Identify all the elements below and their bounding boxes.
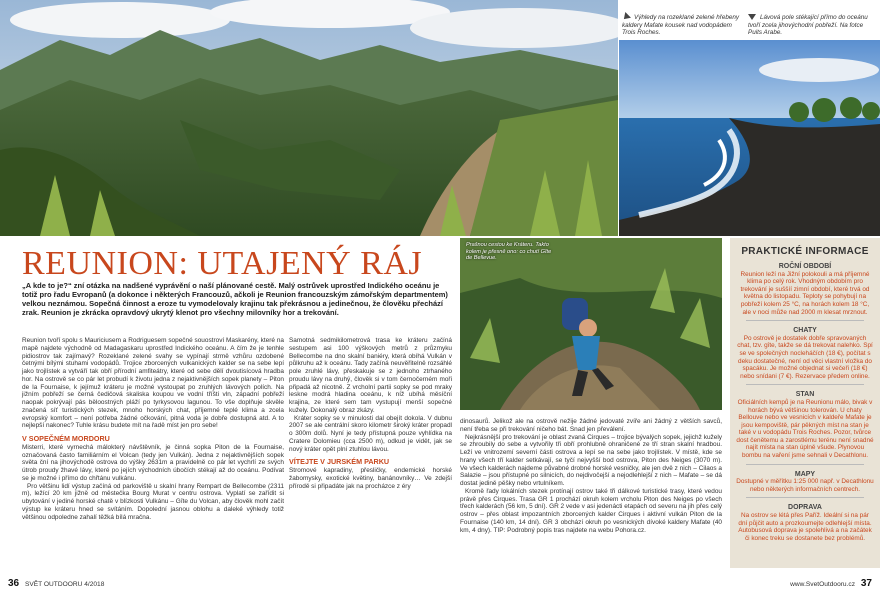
paragraph: dinosaurů. Jelikož ale na ostrově nežije žádné jedovaté zvíře ani žádný z větších savců, není třeba se při trekování ničeho bát. Snad jen převálení. — [460, 418, 722, 433]
divider — [746, 497, 864, 498]
caption-mafate — [622, 14, 744, 37]
column-3 — [460, 418, 722, 534]
paragraph: Misterri, které vyrnechá málokterý návštěvník, je činná sopka Piton de la Fournaise, označovaná často familiárním el Volcan (tedy jen Vulkán). Jedna z nejaktivnějších sopek světa ční na jihovýchodě ostrova do výšky 2631m a pravidelně co pár let vychrlí ze svých útrob proudy žhavé lávy, které po jejích východních úbočích stékají až do oceánu. Podívat se je možné i přímo do chřtánu vulkánu. — [22, 443, 284, 482]
info-heading: STAN — [795, 391, 815, 399]
column-1 — [22, 337, 284, 521]
article-title: REUNION: UTAJENÝ RÁJ — [22, 245, 423, 282]
info-heading: CHATY — [793, 327, 817, 335]
subheading-mordor: V SOPEČNÉM MORDORU — [22, 434, 110, 443]
caption-lava — [748, 14, 874, 37]
paragraph: Reunion tvoří spolu s Mauriciusem a Rodriguesem sopečné souostroví Maskarény, které na mapě najdete východně od Madagaskaru uprostřed Indického oceánu. A čím že je tenhle pidiostrov tak zajímavý? Rozeklané zelené svahy se vypínají strmě vzhůru ozdobené četnými bílými stuhami vodopádů. Trojice zborcených vulkanických kalder se na sebe lepí jako trojlístek a vytváří tak obří přírodní amfiteátry, které od sebe dělí dvoutisícová hradba hor. Na ostrově se co pár let probudí k životu jedna z nejaktivnějších sopek planety – Piton de la Fournaise, k jejímuž kráteru je možné vystoupat po zruhlých lávových polích. Na jižním pobřeží se černá čedičová skaliska koupou ve vodní tříšti vln, západní pobřeží naopak pokrývají pás běloostných pláží po tyrkysovou lagunou. To vše doplňuje skvěle značená síť turistických stezek, mnoho horských chat, příjemné teplé klima a zcela evropský komfort – není potřeba žádné očkování, pitná voda je dobře dostupná atd. A to nejlepší nakonec? Tuhle krásu budete mít na řadě míst jen pro sebe! — [22, 337, 284, 430]
paragraph: Stromové kapradiny, přesličky, endemické horské žabomysky, exotické květiny, banánovníky… Ve zdejší přírodě si připadáte jak na procházce z éry — [289, 467, 452, 490]
info-section-maps — [730, 471, 880, 499]
caption-lava-text: Lávová pole stékající přímo do oceánu tvoří zcela jihovýchodní pobřeží. Na fotce Puits Arabe. — [748, 14, 868, 36]
info-heading: ROČNÍ OBDOBÍ — [778, 263, 832, 270]
page-number-left: 36 — [8, 578, 20, 589]
page-number-right: 37 — [860, 578, 872, 589]
info-text: Po ostrově je dostatek dobře spravovaných chat, tzv. gîte, takže se dá trekovat nalehko. Spí se ve společných nocleháčích (18 €), počítat s deku dostatečné, není od věci vlastní vložka do spacáku. Je možné objednat si večeři (18 €) nebo snídani (7 €). Rezervace předem online. — [737, 334, 873, 380]
paragraph: Kromě řady lokálních stezek protínají ostrov také tři dálkové turistické trasy, které vedou právě přes Cirques. Trasa GR 1 prochází okruh kolem vrcholu Piton des Neiges po všech třech kalderách (56 km, 5 dní). GR 2 vede v asi jedenácti etapách od severu na jih přes celý ostrov – přes oblast impozantních zborcených kalder Cirques i aktivní vulkán Piton de la Fournaise (140 km, 14 dní). GR 3 obchází okruh po vesnických dívoké kaldery Mafate (40 km, 4 dny). TIP: Podrobný popis tras najdete na webu Pohora.cz. — [460, 487, 722, 534]
caption-mafate-text: Výhledy na rozeklané zelené hřebeny kaldery Mafate kousek nad vodopádem Trois Roches. — [622, 14, 740, 36]
info-section-transport — [730, 504, 880, 542]
paragraph: Samotná sedmikilometrová trasa ke kráteru začíná sestupem asi 100 výškových metrů z průzmyku Bellecombe na dno skalní baniéry, která obíhá Vulkán v půlkruhu až k oceánu. Tady začíná neuvěřitelně rozsáhlé pole zruhlé lávy, přeskakuje se z jednoho ztrhaného proudu lávy na druhý, člověk si v tom černočerném moři připadá až nicotně. Z vrcholní partii sopky se pod mraky leskne modrá hladina oceánu, k níž ubíhá měsíční krajina, ze které sem tam vystupují menší sopečné kužely. Dokonalý obraz zkázy. — [289, 337, 452, 414]
footer-right — [790, 578, 872, 589]
divider — [746, 320, 864, 321]
info-text: Dostupné v měřítku 1:25 000 např. v Decathlonu nebo některých informačních centrech. — [736, 478, 874, 493]
footer-left — [8, 578, 104, 589]
arrow-down-icon — [748, 14, 756, 20]
paragraph: Kráter sopky se v minulosti dal obejít dokola. V dubnu 2007 se ale centrální skoro kilometr široký kráter propadl o 300m dolů. Nyní je tedy přístupná pouze vyhlídka na Cratere Dolomieu (cca 2500 m), odkud je vidět, jak se nový kráter opět plní ztuhlou lávou. — [289, 414, 452, 453]
magazine-issue: SVĚT OUTDOORU 4/2018 — [24, 581, 105, 588]
caption-hiker: Prašnou cestou ke Kráteru. Takto kolem je přesně ono: co chutí Gîte de Bellevue. — [466, 242, 552, 261]
info-section-huts — [730, 327, 880, 385]
info-heading: DOPRAVA — [788, 504, 822, 512]
info-heading: MAPY — [794, 470, 816, 478]
info-text: Na ostrov se létá přes Paříž. Ideální si na pár dní půjčit auto a prozkoumejte odlehlejší místa. Autobusová doprava je spolehlivá a na začátek či konec treku se dostanete bez problémů. — [738, 512, 872, 542]
main-landscape-photo — [0, 0, 618, 236]
article-lead: „A kde to je?“ zní otázka na nadšené vyprávění o naší plánované cestě. Malý ostrůvek uprostřed Indického oceánu je totiž pro řadu Evropanů (a dokonce i některých Francouzů, ačkoli je Reunion francouzským zámořským departmentem) velkou neznámou. Sopečná činnost a eroze tu vymodelovaly krajinu tak překrásnou a jedinečnou, že člověku přechází zrak. Reunion je zkrácka opravdový ukrytý klenot pro všechny milovníky hor a trekování. — [22, 281, 448, 317]
subheading-jurassic: VÍTEJTE V JURSKÉM PARKU — [289, 457, 390, 467]
info-section-season — [730, 263, 880, 321]
coast-photo — [619, 40, 880, 236]
info-box-title: PRAKTICKÉ INFORMACE — [741, 246, 869, 257]
paragraph: Pro většinu lidí výstup začíná od parkoviště u skalní hrany Rempart de Bellecombe (2311 m), ležící 20 km jižně od městečka Bourg Murat v centru ostrova. Vyplatí se zařídit si ubytování v jediné horské chatě v blízkosti Vulkánu – Gîte du Volcan, aby člověk mohl začít výstup ke kráteru hned se svítáním. Dopolední jasnou oblohu a daleké výhledy totiž většinou odpoledne zahalí těžká bílá mračna. — [22, 482, 284, 521]
divider — [746, 384, 864, 385]
divider — [746, 464, 864, 465]
paragraph: Nejkrásnější pro trekování je oblast zvaná Cirques – trojice bývalých sopek, jejichž kužely se zhroubily do sebe a vytvořily tři obří prohlubně ohraničené ze tří stran skalní hradbou. Leží ve vnitrozemí severní části ostrova a lepí se na sebe jako trojlístek. V místě, kde se hrany všech tří kalder setkávají, se tyčí nejvyšší bod ostrova, Piton des Neiges (3070 m). Ve všech kalderách najdeme půvabné drobné horské vesničky, ale jen dvě z nich – Cilaos a Salazie – jsou přístupné po silnicích, do nejdivočejší a nejodlehlejší z nich – Mafate – se dá dostat jedině pěšky nebo vrtulníkem. — [460, 433, 722, 487]
info-text: Oficiálních kempů je na Reunionu málo, bivak v horách bývá většinou tolerován. U chaty Bellouve nebo ve vesnicích v kaldeře Mafate je jsou kempoviště, pár pěkných míst na stan je také v u vodopádu Trois Roches. Pozor, tvůrce dost čenětemu a zarostlému terénu není snadné najít místa na stan úplně všude. Plynovou bombu na vaření jsme sehnali v Decathlonu. — [736, 398, 874, 460]
hiker-photo — [460, 238, 722, 410]
info-text: Reunion leží na Jižní polokouli a má příjemné klima po celý rok. Vhodným obdobím pro trekování je suššíí zimní období, které trvá od května do listopadu. Teploty se pohybují na pobřeží kolem 25 °C, na horách kolem 18 °C, ale v noci může nad 2000 m klesat mrznout. — [740, 270, 870, 316]
info-section-tent — [730, 391, 880, 464]
column-2 — [289, 337, 452, 490]
magazine-url[interactable]: www.SvetOutdooru.cz — [790, 581, 856, 588]
practical-info-box — [730, 238, 880, 568]
